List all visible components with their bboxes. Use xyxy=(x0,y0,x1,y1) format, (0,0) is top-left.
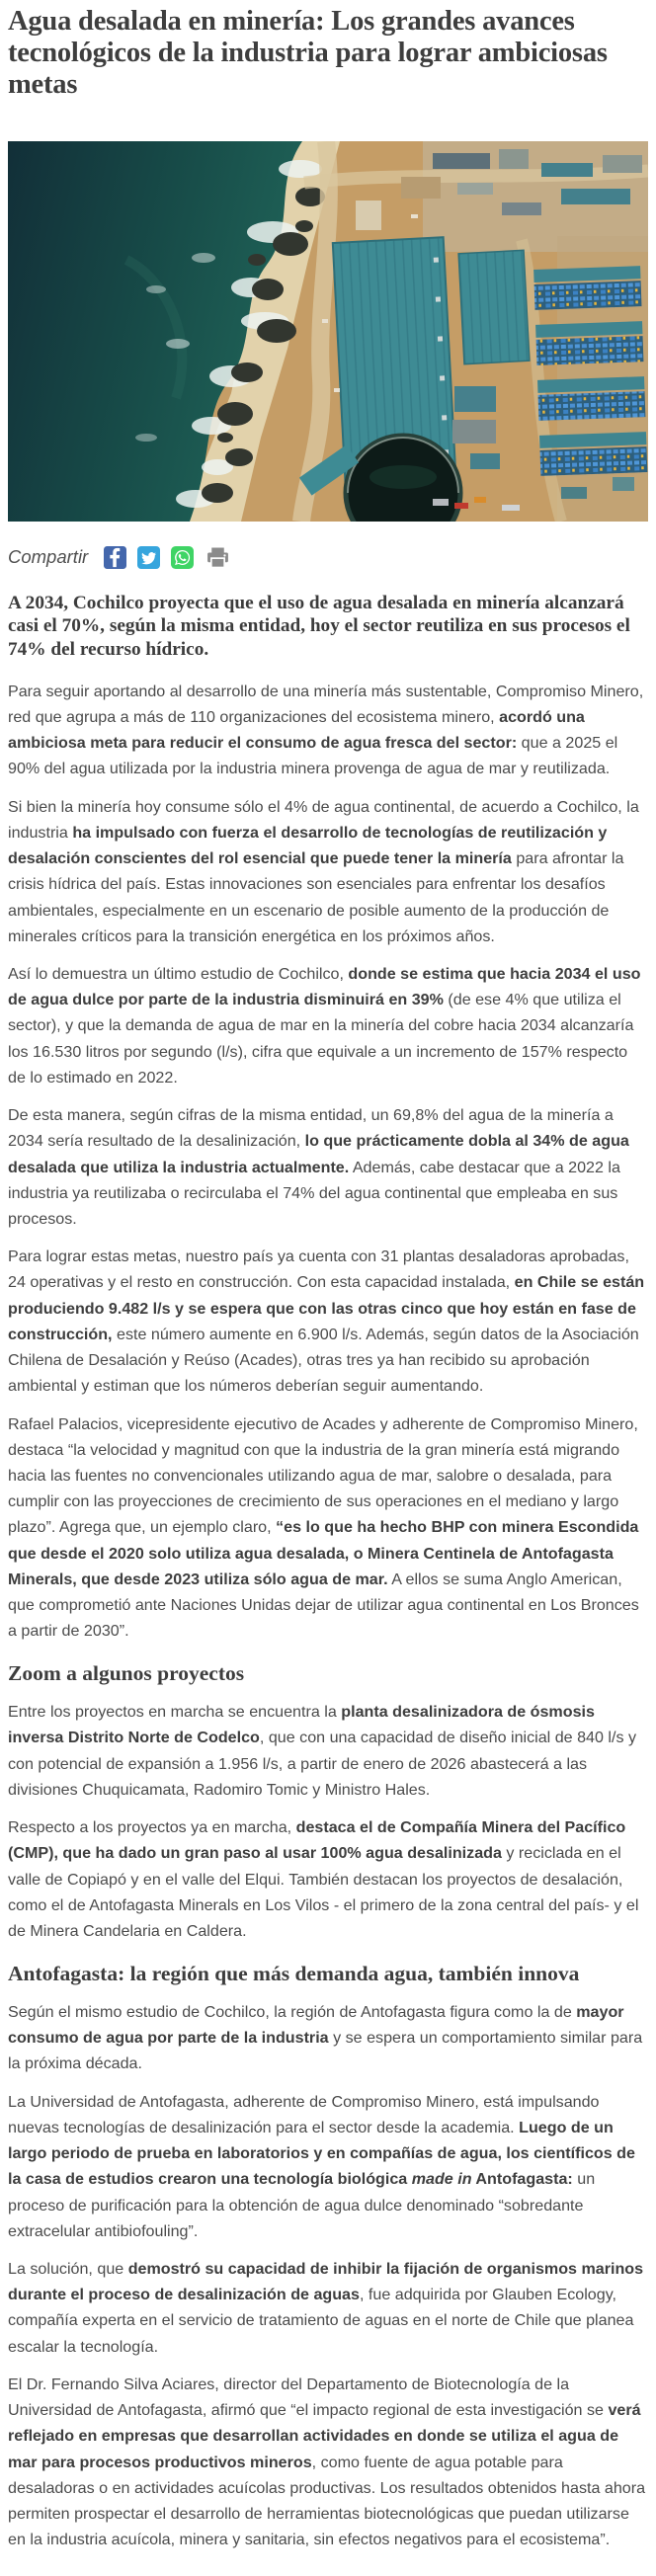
share-label: Compartir xyxy=(8,546,89,568)
paragraph xyxy=(8,679,648,782)
article-body xyxy=(8,679,648,2553)
body-text: (de ese 4% que utiliza el sector), y que la demanda de agua de mar en la minería del cobre hacia 2034 alcanzaría los 16.530 litros por segundo (l/s), cifra que equivale a un incremento de 157% respecto de lo estimado en 2022. xyxy=(8,991,634,1087)
body-text: , fue adquirida por Glauben Ecology, compañía experta en el servicio de tratamiento de aguas en el norte de Chile que planea escalar la tecnología. xyxy=(8,2286,634,2356)
paragraph xyxy=(8,1244,648,1399)
aerial-desalination-plant-photo xyxy=(8,141,648,522)
emphasis-text: made in xyxy=(411,2170,472,2189)
emphasis-text: destaca el de Compañía Minera del Pacífico (CMP), que ha dado un gran paso al usar 100% agua desalinizada xyxy=(8,1818,626,1863)
body-text: , que con una capacidad de diseño inicial de 840 l/s y con potencial de expansión a 1.956 l/s, a partir de enero de 2026 abastecerá a las divisiones Chuquicamata, Radomiro Tomic y Ministro Hales. xyxy=(8,1729,637,1799)
page-title: Agua desalada en minería: Los grandes avances tecnológicos de la industria para lograr ambiciosas metas xyxy=(8,6,608,101)
body-text: Entre los proyectos en marcha se encuentra la xyxy=(8,1703,342,1722)
body-text: Rafael Palacios, vicepresidente ejecutivo de Acades y adherente de Compromiso Minero, destaca “la velocidad y magnitud con que la industria de la gran minería está migrando hacia las fuentes no convencionales utilizando agua de mar, salobre o desalada, para cumplir con las proyecciones de crecimiento de sus operaciones en el mediano y largo plazo”. Agrega que, un ejemplo claro, xyxy=(8,1414,638,1537)
emphasis-text: planta desalinizadora de ósmosis inversa Distrito Norte de Codelco xyxy=(8,1703,595,1747)
emphasis-text: mayor consumo de agua por parte de la industria xyxy=(8,2003,624,2048)
emphasis-text: verá reflejado en empresas que desarrollan actividades en donde se utiliza el agua de mar para procesos productivos mineros xyxy=(8,2401,641,2471)
body-text: La Universidad de Antofagasta, adherente de Compromiso Minero, está impulsando nuevas tecnologías de desalinización para el sector desde la academia. xyxy=(8,2092,600,2136)
body-text: Respecto a los proyectos ya en marcha, xyxy=(8,1818,296,1837)
paragraph xyxy=(8,1699,648,1803)
emphasis-text: Antofagasta: xyxy=(471,2170,573,2189)
body-text: un proceso de purificación para la obtención de agua dulce denominado “sobredante extracelular antibiofouling”. xyxy=(8,2170,596,2240)
emphasis-text: demostró su capacidad de inhibir la fijación de organismos marinos durante el proceso de desalinización de aguas xyxy=(8,2260,644,2304)
paragraph xyxy=(8,2372,648,2553)
body-text: , como fuente de agua potable para desaladoras o en actividades acuícolas productivas. Los resultados obtenidos hasta ahora permiten prospectar el desarrollo de herramientas biotecnológicas que puedan utilizarse en la industria acuícola, minera y sanitaria, sin efectos negativos para el ecosistema”. xyxy=(8,2453,646,2549)
paragraph xyxy=(8,1102,648,1232)
whatsapp-icon xyxy=(171,546,194,569)
paragraph xyxy=(8,2089,648,2244)
body-text: La solución, que xyxy=(8,2260,128,2278)
secondary-roof xyxy=(458,250,530,363)
body-text: que a 2025 el 90% del agua utilizada por la industria minera provenga de agua de mar y reutilizada. xyxy=(8,734,618,778)
section-heading: Antofagasta: la región que más demanda agua, también innova xyxy=(8,1962,580,1986)
body-text: Para lograr estas metas, nuestro país ya cuenta con 31 plantas desaladoras aprobadas, 24 operativas y el resto en construcción. Con esta capacidad instalada, xyxy=(8,1248,629,1292)
body-text: Así lo demuestra un último estudio de Cochilco, xyxy=(8,965,349,983)
body-text: y se espera un comportamiento similar para la próxima década. xyxy=(8,2029,643,2073)
emphasis-text: donde se estima que hacia 2034 el uso de agua dulce por parte de la industria disminuirá en 39% xyxy=(8,965,641,1009)
paragraph xyxy=(8,1814,648,1944)
body-text: Para seguir aportando al desarrollo de una minería más sustentable, Compromiso Minero, red que agrupa a más de 110 organizaciones del ecosistema minero, xyxy=(8,682,644,727)
emphasis-text: Luego de un largo periodo de prueba en laboratorios y en compañías de agua, los científicos de la casa de estudios crearon una tecnología biológica xyxy=(8,2118,635,2189)
emphasis-text: lo que prácticamente dobla al 34% de agua desalada que utiliza la industria actualmente. xyxy=(8,1132,629,1176)
emphasis-text: “es lo que ha hecho BHP con minera Escondida que desde el 2020 solo utiliza agua desalada, o Minera Centinela de Antofagasta Minerals, que desde 2023 utiliza sólo agua de mar. xyxy=(8,1518,639,1588)
paragraph xyxy=(8,961,648,1090)
emphasis-text: en Chile se están produciendo 9.482 l/s y se espera que con las otras cinco que hoy están en fase de construcción, xyxy=(8,1273,645,1343)
body-text: y reciclada en el valle de Copiapó y en el valle del Elqui. También destacan los proyectos de desalación, como el de Antofagasta Minerals en Los Vilos - el primero de la zona central del país- y el de Minera Candelaria en Caldera. xyxy=(8,1844,639,1941)
body-text: Si bien la minería hoy consume sólo el 4% de agua continental, de acuerdo a Cochilco, la industria xyxy=(8,797,639,842)
share-facebook-button[interactable] xyxy=(104,546,126,569)
body-text: Además, cabe destacar que a 2022 la industria ya reutilizaba o recirculaba el 74% del agua continental que empleaba en sus procesos. xyxy=(8,1158,620,1228)
body-text: De esta manera, según cifras de la misma entidad, un 69,8% del agua de la minería a 2034 sería resultado de la desalinización, xyxy=(8,1106,614,1151)
share-twitter-button[interactable] xyxy=(137,546,160,569)
paragraph xyxy=(8,1411,648,1645)
paragraph xyxy=(8,2256,648,2360)
section-heading: Zoom a algunos proyectos xyxy=(8,1661,245,1686)
lead-paragraph: A 2034, Cochilco proyecta que el uso de agua desalada en minería alcanzará casi el 70%, según la misma entidad, hoy el sector reutiliza en sus procesos el 74% del recurso hídrico. xyxy=(8,592,630,661)
emphasis-text: acordó una ambiciosa meta para reducir el consumo de agua fresca del sector: xyxy=(8,708,585,753)
body-text: este número aumente en 6.900 l/s. Además, según datos de la Asociación Chilena de Desalación y Reúso (Acades), otras tres ya han recibido su aprobación ambiental y estiman que los números deberían seguir aumentando. xyxy=(8,1325,639,1396)
printer-icon xyxy=(205,545,231,570)
body-text: Según el mismo estudio de Cochilco, la región de Antofagasta figura como la de xyxy=(8,2003,577,2022)
paragraph xyxy=(8,794,648,949)
body-text: para afrontar la crisis hídrica del país. Estas innovaciones son esenciales para enfrentar los desafíos ambientales, especialmente en un escenario de posible aumento de la producción de minerales críticos para la transición energética en los próximos años. xyxy=(8,849,624,945)
share-print-button[interactable] xyxy=(205,545,231,570)
body-text: El Dr. Fernando Silva Aciares, director del Departamento de Biotecnología de la Universidad de Antofagasta, afirmó que “el impacto regional de esta investigación se xyxy=(8,2375,609,2420)
paragraph xyxy=(8,1999,648,2077)
share-bar xyxy=(8,544,648,571)
body-text: A ellos se suma Anglo American, que comprometió ante Naciones Unidas dejar de utilizar agua continental en Los Bronces a partir de 2030”. xyxy=(8,1570,639,1641)
hero-image xyxy=(8,141,648,522)
share-whatsapp-button[interactable] xyxy=(171,546,194,569)
emphasis-text: ha impulsado con fuerza el desarrollo de tecnologías de reutilización y desalación conscientes del rol esencial que puede tener la minería xyxy=(8,823,608,868)
